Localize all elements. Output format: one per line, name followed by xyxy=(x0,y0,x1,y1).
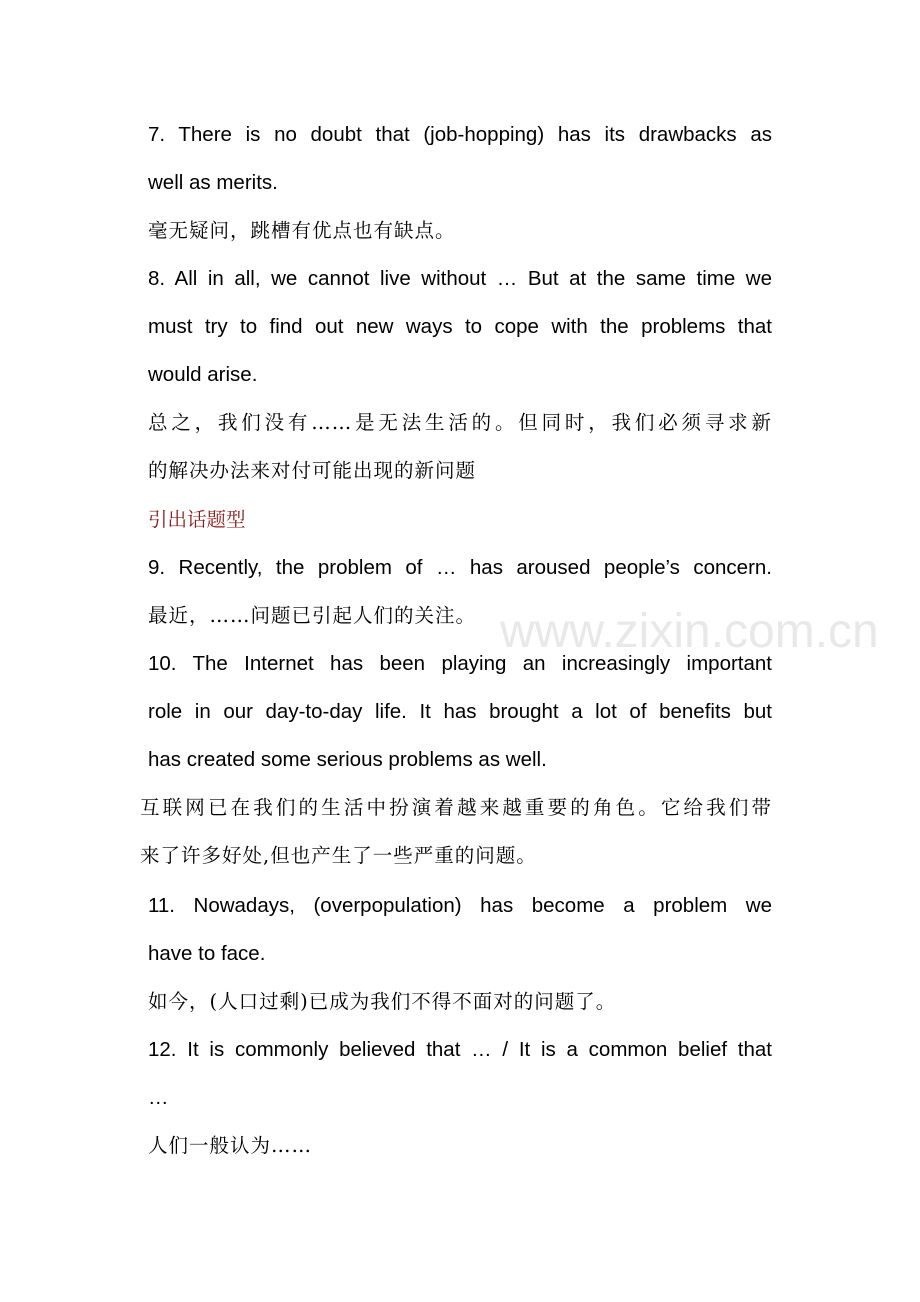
text-line: 毫无疑问，跳槽有优点也有缺点。 xyxy=(148,219,456,242)
text-line: 12. It is commonly believed that … / It is a common belief that xyxy=(148,1038,772,1061)
text-line: would arise. xyxy=(148,363,258,386)
text-line: has created some serious problems as well. xyxy=(148,748,547,771)
text-line: 10. The Internet has been playing an increasingly important xyxy=(148,652,772,675)
text-line: 如今，(人口过剩)已成为我们不得不面对的问题了。 xyxy=(148,990,617,1013)
text-line: well as merits. xyxy=(148,171,278,194)
text-line: 7. There is no doubt that (job-hopping) has its drawbacks as xyxy=(148,123,772,146)
text-line: … xyxy=(148,1086,169,1109)
text-line: 9. Recently, the problem of … has aroused people’s concern. xyxy=(148,556,772,579)
text-line: 的解决办法来对付可能出现的新问题 xyxy=(148,459,477,482)
text-line: 总之，我们没有……是无法生活的。但同时，我们必须寻求新 xyxy=(148,411,772,434)
watermark: www.zixin.com.cn xyxy=(500,605,879,658)
text-line: 8. All in all, we cannot live without … But at the same time we xyxy=(148,267,772,290)
text-line: 来了许多好处,但也产生了一些严重的问题。 xyxy=(140,844,537,867)
text-line: must try to find out new ways to cope with the problems that xyxy=(148,315,772,338)
text-line: 11. Nowadays, (overpopulation) has become a problem we xyxy=(148,894,772,917)
text-line: 人们一般认为…… xyxy=(148,1134,313,1157)
section-heading: 引出话题型 xyxy=(148,508,246,531)
text-line: role in our day-to-day life. It has brought a lot of benefits but xyxy=(148,700,772,723)
text-line: have to face. xyxy=(148,942,266,965)
text-line: 互联网已在我们的生活中扮演着越来越重要的角色。它给我们带 xyxy=(140,796,772,819)
text-line: 最近，……问题已引起人们的关注。 xyxy=(148,604,477,627)
